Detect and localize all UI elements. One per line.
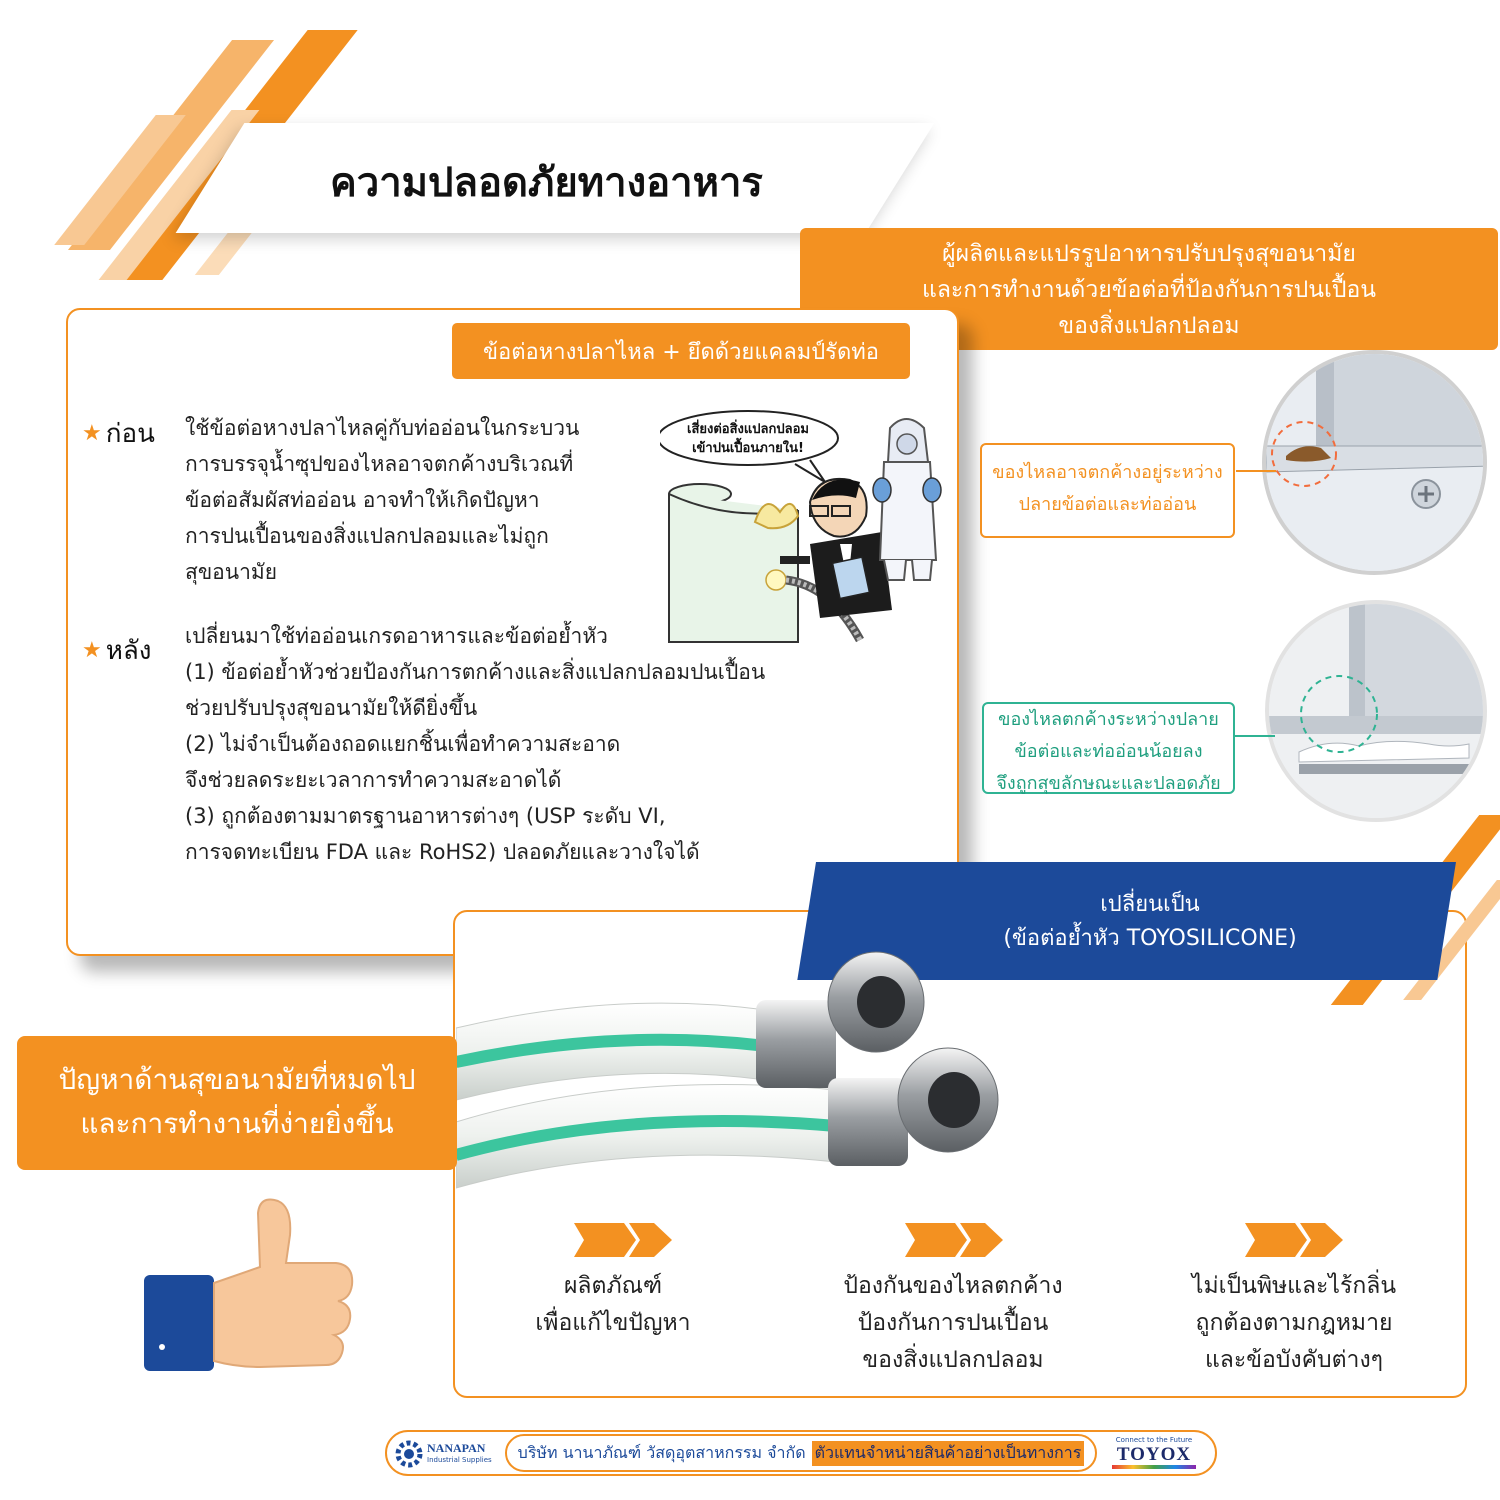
after-label-text: หลัง [105, 636, 152, 666]
before-line: การบรรจุน้ำซุปของไหลอาจตกค้างบริเวณที่ [185, 452, 574, 476]
pointer-line-green [1235, 735, 1275, 737]
callout-line: จึงถูกสุขลักษณะและปลอดภัย [996, 773, 1221, 794]
toyox-name: TOYOX [1116, 1444, 1192, 1465]
result-line: และการทำงานที่ง่ายยิ่งขึ้น [80, 1107, 394, 1140]
speech-bubble-line: เข้าปนเปื้อนภายใน! [692, 441, 804, 456]
feature-line: ไม่เป็นพิษและไร้กลิ่น [1191, 1273, 1397, 1299]
feature-line: เพื่อแก้ไขปัญหา [535, 1310, 691, 1336]
toyox-logo [1104, 1436, 1204, 1474]
after-line: จึงช่วยลดระยะเวลาการทำความสะอาดได้ [185, 768, 562, 792]
arrow-icon [574, 1215, 674, 1265]
top-banner-line: ผู้ผลิตและแปรรูปอาหารปรับปรุงสุขอนามัย [942, 241, 1356, 267]
after-line: ช่วยปรับปรุงสุขอนามัยให้ดียิ่งขึ้น [185, 696, 478, 720]
after-line: เปลี่ยนมาใช้ท่ออ่อนเกรดอาหารและข้อต่อย้ำหัว [185, 624, 608, 648]
before-text [185, 410, 655, 590]
toyox-tagline: Connect to the Future [1115, 1436, 1193, 1444]
after-label [82, 630, 152, 671]
callout-line: ของไหลตกค้างระหว่างปลาย [998, 709, 1219, 730]
top-banner-line: ของสิ่งแปลกปลอม [1058, 313, 1240, 339]
star-icon: ★ [82, 638, 102, 663]
callout-line: ข้อต่อและท่ออ่อนน้อยลง [1014, 741, 1203, 762]
hose-product-image [456, 950, 1056, 1200]
company-name: บริษัท นานาภัณฑ์ วัสดุอุตสาหกรรม จำกัด [517, 1442, 806, 1462]
closeup-after-circle [1265, 600, 1487, 822]
callout-line: ของไหลอาจตกค้างอยู่ระหว่าง [992, 462, 1223, 483]
callout-line: ปลายข้อต่อและท่ออ่อน [1018, 494, 1197, 515]
nanapan-name: NANAPAN [427, 1441, 486, 1455]
blue-banner-line: (ข้อต่อย้ำหัว TOYOSILICONE) [1003, 926, 1297, 951]
page-title: ความปลอดภัยทางอาหาร [330, 160, 763, 206]
result-line: ปัญหาด้านสุขอนามัยที่หมดไป [58, 1063, 416, 1096]
before-label-text: ก่อน [105, 419, 155, 449]
before-line: การปนเปื้อนของสิ่งแปลกปลอมและไม่ถูก [185, 524, 549, 548]
dealer-label: ตัวแทนจำหน่ายสินค้าอย่างเป็นทางการ [812, 1441, 1085, 1466]
speech-bubble-line: เสี่ยงต่อสิ่งแปลกปลอม [687, 422, 809, 437]
toyox-color-bar [1112, 1465, 1196, 1469]
closeup-after-illustration [1269, 604, 1487, 822]
nanapan-sub: Industrial Supplies [427, 1456, 492, 1464]
after-line: (2) ไม่จำเป็นต้องถอดแยกชิ้นเพื่อทำความสะอาด [185, 732, 621, 756]
before-label [82, 413, 155, 454]
after-text [185, 618, 845, 870]
feature-item [1164, 1268, 1424, 1379]
feature-line: ผลิตภัณฑ์ [563, 1273, 663, 1299]
feature-line: ของสิ่งแปลกปลอม [862, 1347, 1044, 1373]
callout-residue-before [980, 443, 1235, 538]
closeup-before-illustration [1266, 354, 1487, 575]
gear-icon [394, 1439, 424, 1469]
card-tag: ข้อต่อหางปลาไหล + ยึดด้วยแคลมป์รัดท่อ [452, 323, 910, 379]
feature-item [483, 1268, 743, 1342]
top-banner-line: และการทำงานด้วยข้อต่อที่ป้องกันการปนเปื้อน [922, 277, 1376, 303]
blue-banner-text [890, 888, 1410, 956]
before-line: ใช้ข้อต่อหางปลาไหลคู่กับท่ออ่อนในกระบวน [185, 416, 580, 440]
callout-residue-after [982, 702, 1235, 794]
feature-line: ป้องกันการปนเปื้อน [857, 1310, 1049, 1336]
after-line: (1) ข้อต่อย้ำหัวช่วยป้องกันการตกค้างและสิ่งแปลกปลอมปนเปื้อน [185, 660, 766, 684]
pointer-line [1236, 470, 1276, 472]
after-line: การจดทะเบียน FDA และ RoHS2) ปลอดภัยและวางใจได้ [185, 840, 700, 864]
closeup-before-circle [1262, 350, 1487, 575]
arrow-icon [905, 1215, 1005, 1265]
result-block [17, 1036, 457, 1170]
blue-banner-line: เปลี่ยนเป็น [1100, 892, 1200, 917]
before-line: สุขอนามัย [185, 560, 278, 584]
feature-line: ถูกต้องตามกฎหมาย [1195, 1310, 1393, 1336]
feature-item [823, 1268, 1083, 1379]
before-line: ข้อต่อสัมผัสท่ออ่อน อาจทำให้เกิดปัญหา [185, 488, 540, 512]
footer-company [505, 1434, 1097, 1472]
feature-line: และข้อบังคับต่างๆ [1204, 1347, 1384, 1373]
star-icon: ★ [82, 421, 102, 446]
after-line: (3) ถูกต้องตามมาตรฐานอาหารต่างๆ (USP ระดับ VI, [185, 804, 666, 828]
nanapan-logo [394, 1436, 502, 1472]
arrow-icon [1245, 1215, 1345, 1265]
thumbs-up-icon [140, 1195, 360, 1380]
cartoon-illustration [660, 410, 950, 650]
feature-line: ป้องกันของไหลตกค้าง [843, 1273, 1063, 1299]
